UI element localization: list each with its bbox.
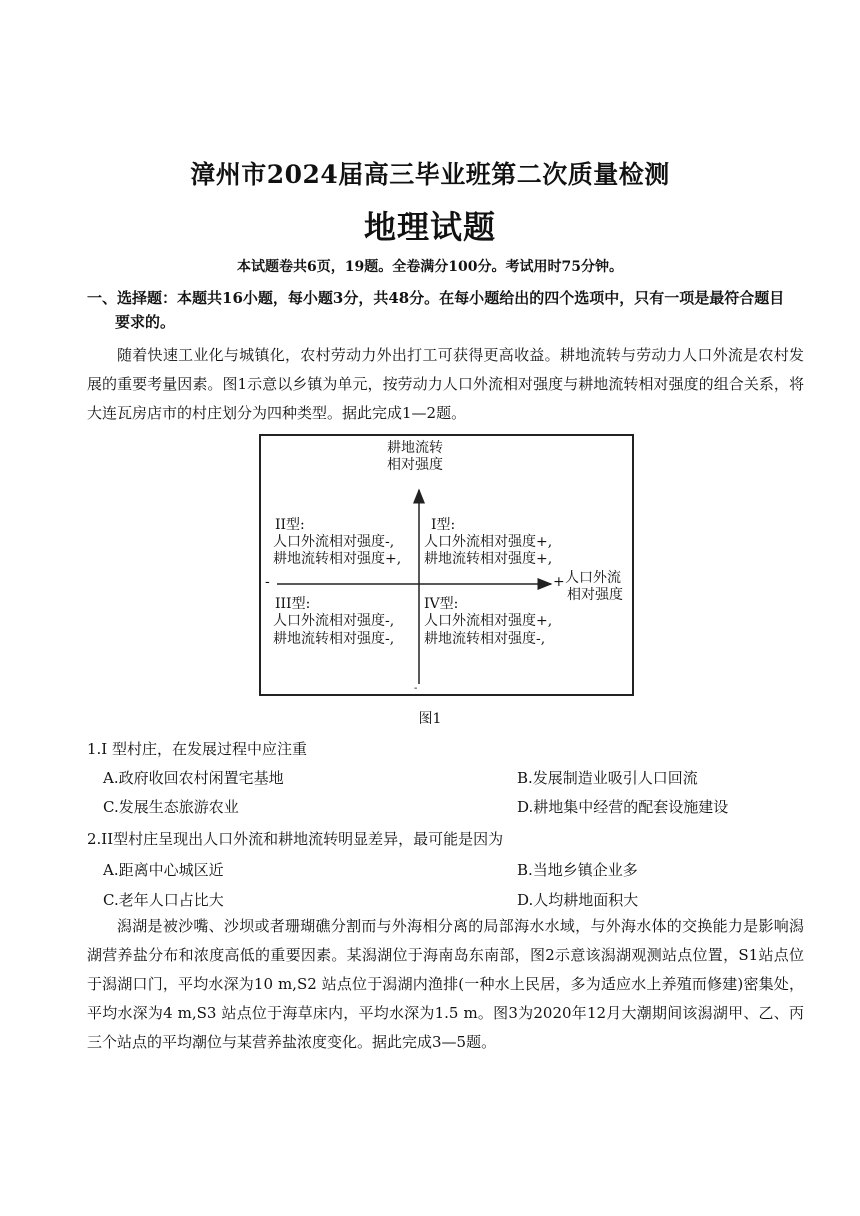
y-axis-label-2: 相对强度 xyxy=(387,457,443,473)
type-4-line-1: 人口外流相对强度+, xyxy=(424,613,553,629)
type-1-line-2: 耕地流转相对强度+, xyxy=(424,551,553,567)
section-heading-text: 一、选择题：本题共16小题，每小题3分，共48分。在每小题给出的四个选项中，只有一项是最符合题目要求的。 xyxy=(87,289,785,331)
passage-2: 潟湖是被沙嘴、沙坝或者珊瑚礁分割而与外海相分离的局部海水水域，与外海水体的交换能力是影响潟湖营养盐分布和浓度高低的重要因素。某潟湖位于海南岛东南部，图2示意该潟湖观测站点位置，S1站点位于潟湖口门，平均水深为10 m,S2 站点位于潟湖内渔排(一种水上民居，多为适应水上养殖而修建)密集处，平均水深为4 m,S3 站点位于海草床内，平均水深为1.5 m。图3为2020年12月大潮期间该潟湖甲、乙、丙三个站点的平均潮位与某营养盐浓度变化。据此完成3—5题。 xyxy=(87,917,804,1051)
exam-title: 漳州市2024届高三毕业班第二次质量检测 xyxy=(190,160,670,189)
x-axis-label-1: 人口外流 xyxy=(565,570,621,586)
question-1-option-c[interactable]: C.发展生态旅游农业 xyxy=(103,798,239,816)
question-2-option-a[interactable]: A.距离中心城区近 xyxy=(103,861,224,879)
figure-1 xyxy=(259,434,634,696)
exam-info: 本试题卷共6页，19题。全卷满分100分。考试用时75分钟。 xyxy=(237,259,623,275)
passage-1: 随着快速工业化与城镇化，农村劳动力外出打工可获得更高收益。耕地流转与劳动力人口外流是农村发展的重要考量因素。图1示意以乡镇为单元，按劳动力人口外流相对强度与耕地流转相对强度的组合关系，将大连瓦房店市的村庄划分为四种类型。据此完成1—2题。 xyxy=(87,346,804,422)
question-2-option-b[interactable]: B.当地乡镇企业多 xyxy=(517,861,638,879)
type-2-line-1: 人口外流相对强度-, xyxy=(273,534,395,550)
x-axis-label-2: 相对强度 xyxy=(567,587,623,603)
type-4-name: IV型: xyxy=(424,596,459,612)
question-2-option-d[interactable]: D.人均耕地面积大 xyxy=(517,891,639,909)
subject-title: 地理试题 xyxy=(363,208,496,246)
type-1-name: I型: xyxy=(431,517,456,533)
type-4-line-2: 耕地流转相对强度-, xyxy=(424,631,546,647)
type-3-line-2: 耕地流转相对强度-, xyxy=(273,631,395,647)
question-1-option-d[interactable]: D.耕地集中经营的配套设施建设 xyxy=(517,798,729,816)
question-1-stem: 1.I 型村庄，在发展过程中应注重 xyxy=(87,740,308,758)
type-3-line-1: 人口外流相对强度-, xyxy=(273,613,395,629)
y-axis-minus: - xyxy=(414,683,418,694)
type-2-name: II型: xyxy=(275,517,305,533)
section-heading xyxy=(87,286,787,334)
question-2-option-c[interactable]: C.老年人口占比大 xyxy=(103,891,224,909)
x-axis-minus: - xyxy=(265,574,270,590)
type-2-line-2: 耕地流转相对强度+, xyxy=(273,551,402,567)
question-2-stem: 2.II型村庄呈现出人口外流和耕地流转明显差异，最可能是因为 xyxy=(87,830,504,848)
figure-caption: 图1 xyxy=(418,711,442,727)
question-1-option-a[interactable]: A.政府收回农村闲置宅基地 xyxy=(103,769,284,787)
x-axis-plus: + xyxy=(553,574,565,590)
y-axis-label-1: 耕地流转 xyxy=(387,440,443,456)
question-1-option-b[interactable]: B.发展制造业吸引人口回流 xyxy=(517,769,698,787)
type-1-line-1: 人口外流相对强度+, xyxy=(424,534,553,550)
type-3-name: III型: xyxy=(275,596,311,612)
